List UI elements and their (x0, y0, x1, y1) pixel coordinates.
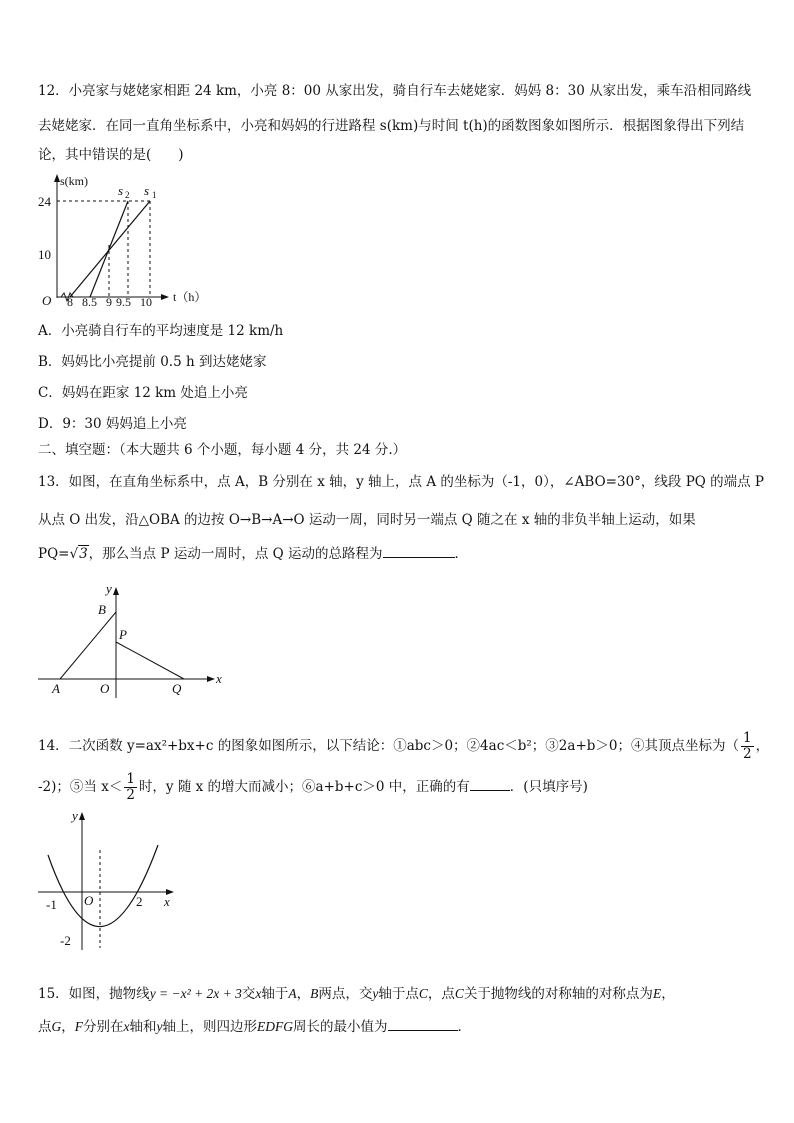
svg-text:O: O (100, 681, 110, 696)
q12-tick-10x: 10 (140, 295, 152, 309)
q15-line-2: 点G，F分别在x轴和y轴上，则四边形EDFG周长的最小值为 ． (38, 1019, 471, 1035)
q14-line-2: -2)；⑤当 x＜ $\frac{1}{2}$ 时，y 随 x 的增大而减小；⑥a+b+c＞0 中，正确的有 ．(只填序号) (38, 771, 588, 803)
q12-line-3: 论，其中错误的是( ) (38, 147, 184, 163)
q12-tick-9: 9 (106, 295, 112, 309)
svg-text:x: x (216, 671, 222, 686)
svg-text:y: y (106, 581, 112, 596)
q13-sqrt: √3 (69, 546, 88, 562)
q13-segment-pq (116, 642, 184, 679)
q14-figure (30, 805, 190, 955)
q12-label-s1-sub: 1 (152, 190, 157, 200)
q12-line-s1 (70, 201, 150, 297)
q14-frac-2: $\frac{1}{2}$ (126, 771, 135, 803)
svg-text:Q: Q (172, 681, 182, 696)
q12-x-label: t（h） (173, 290, 207, 304)
q12-tick-10: 10 (38, 247, 51, 262)
q12-tick-8-5: 8.5 (82, 295, 97, 309)
q12-tick-9-5: 9.5 (116, 295, 131, 309)
q12-line-2: 去姥姥家．在同一直角坐标系中，小亮和妈妈的行进路程 s(km)与时间 t(h)的函数图象如图所示．根据图象得出下列结 (38, 118, 745, 134)
svg-text:O: O (84, 893, 94, 908)
q12-tick-8: 8 (67, 295, 73, 309)
svg-text:2: 2 (136, 894, 143, 909)
q13-line-3: PQ=√3，那么当点 P 运动一周时，点 Q 运动的总路程为 ． (38, 546, 468, 562)
section-title: 二、填空题：（本大题共 6 个小题，每小题 4 分，共 24 分.） (38, 442, 407, 458)
q12-label-s1: s (144, 183, 150, 198)
q12-x-arrow (161, 294, 169, 300)
svg-text:B: B (98, 602, 106, 617)
q12-label-s2-sub: 2 (125, 190, 130, 200)
q13-figure (38, 580, 238, 700)
q13-line-1: 13．如图，在直角坐标系中，点 A，B 分别在 x 轴，y 轴上，点 A 的坐标为（-1，0），∠ABO=30°，线段 PQ 的端点 P (38, 474, 765, 490)
q14-answer-blank (470, 778, 510, 791)
svg-text:-1: -1 (46, 897, 57, 912)
q12-tick-24: 24 (38, 194, 51, 209)
q12-option-b: B．妈妈比小亮提前 0.5 h 到达姥姥家 (38, 354, 267, 370)
q12-label-s2: s (118, 183, 124, 198)
q15-line-1: 15．如图，抛物线y = −x² + 2x + 3交x轴于A，B两点，交y轴于点C，点C关于抛物线的对称轴的对称点为E， (38, 986, 675, 1002)
q14-line-1: 14．二次函数 y=ax²+bx+c 的图象如图所示，以下结论：①abc＞0；②4ac＜b²；③2a+b＞0；④其顶点坐标为（ $\frac{1}{2}$ ， (38, 730, 770, 762)
q12-option-d: D．9：30 妈妈追上小亮 (38, 416, 187, 432)
svg-text:P: P (119, 627, 127, 642)
q13-segment-ab (60, 612, 116, 679)
svg-text:x: x (164, 894, 170, 909)
q12-y-label: s(km) (60, 174, 88, 188)
q14-parabola (48, 845, 158, 927)
q13-line-2: 从点 O 出发，沿△OBA 的边按 O→B→A→O 运动一周，同时另一端点 Q 随之在 x 轴的非负半轴上运动，如果 (38, 512, 696, 528)
svg-text:-2: -2 (60, 933, 71, 948)
q12-option-c: C．妈妈在距家 12 km 处追上小亮 (38, 385, 248, 401)
q13-answer-blank (383, 545, 455, 558)
q15-formula: y = −x² + 2x + 3 (149, 986, 242, 1001)
svg-text:y: y (72, 808, 78, 823)
q12-graph (30, 170, 210, 310)
q12-line-1: 12．小亮家与姥姥家相距 24 km，小亮 8：00 从家出发，骑自行车去姥姥家．妈妈 8：30 从家出发，乘车沿相同路线 (38, 83, 752, 99)
q15-answer-blank (388, 1018, 458, 1031)
q14-frac-1: $\frac{1}{2}$ (742, 730, 752, 762)
svg-text:A: A (52, 681, 60, 696)
q12-origin: O (42, 293, 52, 308)
q12-option-a: A．小亮骑自行车的平均速度是 12 km/h (38, 323, 284, 339)
